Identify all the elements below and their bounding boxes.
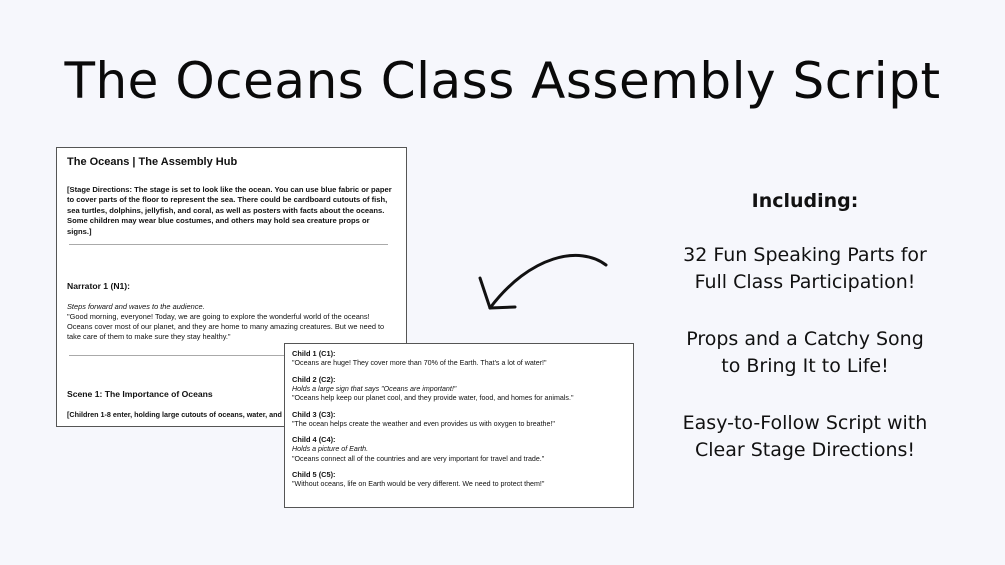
narrator-line: "Good morning, everyone! Today, we are going to explore the wonderful world of the oceans! Oceans cover most of our planet, and they are home to many amazing creatures. But we need to take care of them to make sure they stay healthy." (67, 311, 385, 342)
speaker-line: "Oceans connect all of the countries and are very important for travel and trade." (292, 454, 545, 463)
feature-item (640, 410, 970, 464)
speaker-line: "The ocean helps create the weather and even provides us with oxygen to breathe!" (292, 419, 555, 428)
feature-line: Full Class Participation! (694, 270, 916, 293)
script-entry (292, 375, 626, 404)
speaker-line: "Oceans help keep our planet cool, and they provide water, food, and homes for animals." (292, 394, 574, 403)
speaker-name: Child 1 (C1): (292, 349, 336, 358)
document-header: The Oceans | The Assembly Hub (67, 156, 238, 168)
feature-line: Easy-to-Follow Script with (682, 411, 928, 434)
speaker-direction: Holds a picture of Earth. (292, 445, 369, 454)
speaker-name: Child 2 (C2): (292, 374, 336, 384)
divider (69, 244, 388, 245)
feature-item (640, 326, 970, 380)
speaker-line: "Without oceans, life on Earth would be very different. We need to protect them!" (292, 480, 545, 489)
script-entry (292, 410, 626, 430)
feature-line: Clear Stage Directions! (694, 438, 916, 461)
feature-line: to Bring It to Life! (721, 354, 889, 377)
scene-title: Scene 1: The Importance of Oceans (67, 388, 213, 399)
script-entry (292, 349, 626, 369)
narrator-direction: Steps forward and waves to the audience. (67, 302, 205, 312)
page-title: The Oceans Class Assembly Script (64, 52, 941, 110)
speaker-name: Child 3 (C3): (292, 409, 336, 419)
curved-arrow-icon (470, 250, 640, 320)
narrator-speaker: Narrator 1 (N1): (67, 281, 131, 292)
features-heading: Including: (751, 190, 859, 212)
script-page-preview-2 (284, 343, 634, 508)
script-entry (292, 435, 626, 464)
scene-direction: [Children 1-8 enter, holding large cutouts of oceans, water, and (67, 409, 282, 419)
feature-line: 32 Fun Speaking Parts for (683, 244, 927, 266)
feature-item (640, 242, 970, 296)
speaker-direction: Holds a large sign that says "Oceans are important!" (292, 384, 457, 393)
speaker-name: Child 4 (C4): (292, 435, 336, 445)
stage-directions: [Stage Directions: The stage is set to look like the ocean. You can use blue fabric or paper to cover parts of the floor to represent the sea. There could be cardboard cutouts of fish, sea turtles, dolphins, jellyfish, and coral, as well as posters with facts about the oceans. Some children may wear blue costumes, and others may hold sea creature props or signs.] (67, 185, 392, 236)
script-entry (292, 470, 626, 490)
feature-line: Props and a Catchy Song (686, 327, 924, 350)
features-list (640, 190, 970, 494)
speaker-name: Child 5 (C5): (292, 470, 336, 480)
speaker-line: "Oceans are huge! They cover more than 70% of the Earth. That's a lot of water!" (292, 358, 547, 367)
